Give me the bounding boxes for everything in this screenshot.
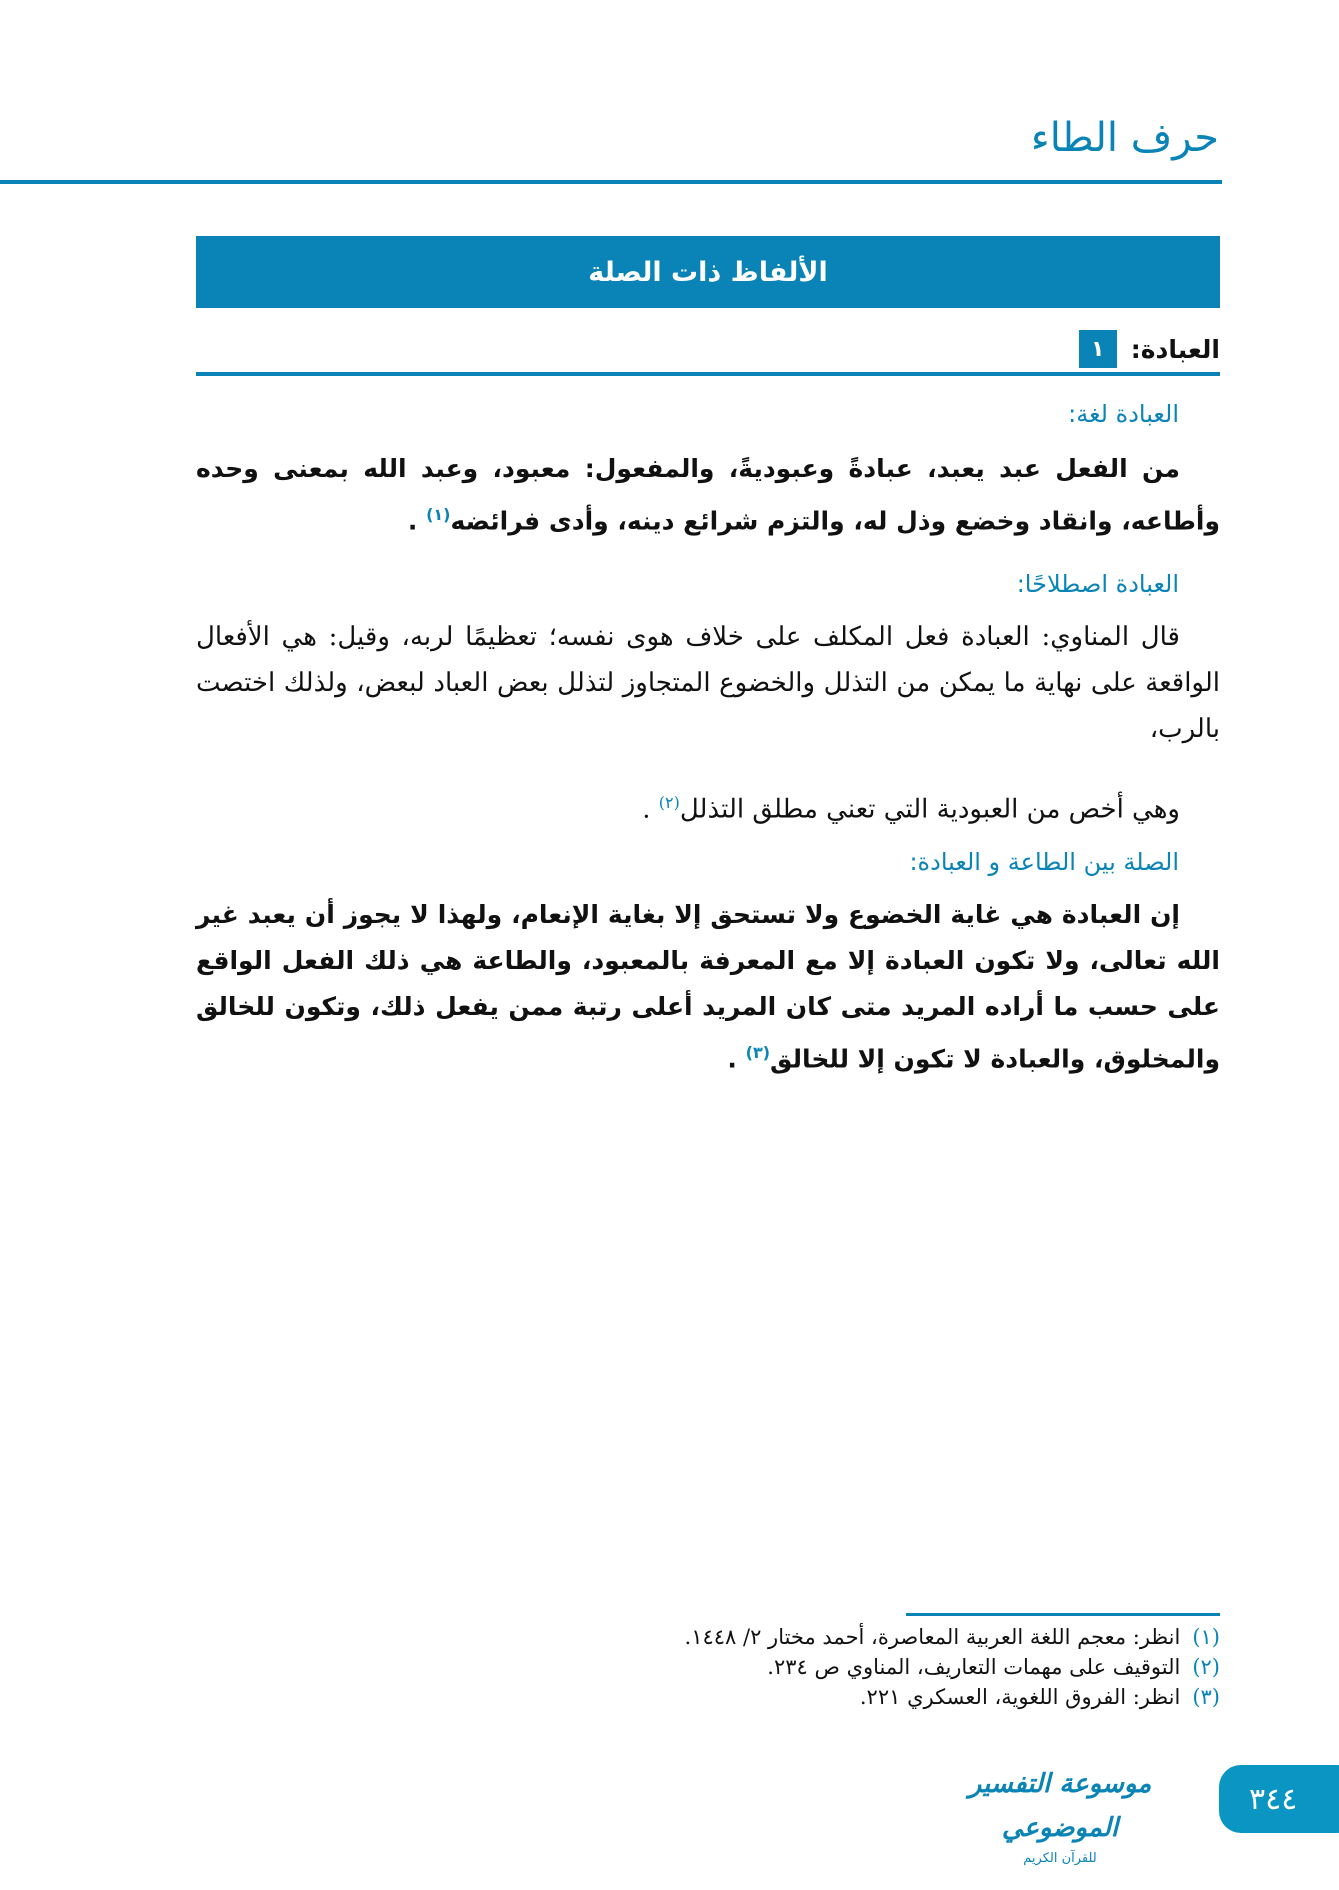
section-banner — [196, 236, 1220, 308]
paragraph-linguistic-text: من الفعل عبد يعبد، عبادةً وعبوديةً، والمفعول: معبود، وعبد الله بمعنى وحده وأطاعه، وانقاد وخضع وذل له، والتزم شرائع دينه، وأدى فرائضه — [196, 454, 1220, 536]
term-heading — [1079, 330, 1220, 368]
paragraph-relation — [196, 892, 1220, 1082]
footnote-text: انظر: معجم اللغة العربية المعاصرة، أحمد مختار ٢/ ١٤٤٨. — [684, 1625, 1181, 1649]
footnote-3 — [685, 1682, 1220, 1712]
footnote-text: انظر: الفروق اللغوية، العسكري ٢٢١. — [859, 1685, 1181, 1709]
paragraph-linguistic — [196, 446, 1220, 544]
footnotes — [685, 1622, 1220, 1712]
section-banner-title: الألفاظ ذات الصلة — [588, 256, 828, 288]
term-divider — [196, 372, 1220, 376]
term-number-badge: ١ — [1079, 330, 1117, 368]
page-number — [1219, 1765, 1339, 1833]
footnote-mark: (٢) — [1192, 1655, 1220, 1679]
term-label: العبادة: — [1130, 334, 1220, 364]
footnote-ref-1[interactable]: (١) — [426, 505, 451, 524]
subheading-relation: الصلة بين الطاعة و العبادة: — [909, 848, 1179, 876]
paragraph-technical — [196, 614, 1220, 752]
page-number-text: ٣٤٤ — [1249, 1781, 1298, 1817]
paragraph-technical-2 — [196, 780, 1220, 833]
sentence-end: . — [407, 506, 418, 536]
footnote-mark: (٣) — [1192, 1685, 1220, 1709]
encyclopedia-logo — [935, 1762, 1185, 1866]
footnote-ref-2[interactable]: (٢) — [658, 793, 680, 812]
subheading-linguistic: العبادة لغة: — [1068, 400, 1179, 428]
logo-title: موسوعة التفسير الموضوعي — [968, 1769, 1152, 1843]
paragraph-technical-text-2: وهي أخص من العبودية التي تعني مطلق التذلل — [679, 794, 1180, 825]
footnote-mark: (١) — [1192, 1625, 1220, 1649]
footnote-2 — [685, 1652, 1220, 1682]
logo-subtitle: للقرآن الكريم — [1023, 1851, 1097, 1866]
footnote-ref-3[interactable]: (٣) — [745, 1043, 771, 1062]
header-divider — [0, 180, 1222, 184]
footnote-1 — [685, 1622, 1220, 1652]
sentence-end: . — [727, 1044, 737, 1074]
footnote-text: التوقيف على مهمات التعاريف، المناوي ص ٢٣٤. — [767, 1655, 1181, 1679]
paragraph-technical-text-1: قال المناوي: العبادة فعل المكلف على خلاف هوى نفسه؛ تعظيمًا لربه، وقيل: هي الأفعال الواقعة على نهاية ما يمكن من التذلل والخضوع المتجاوز لتذلل بعض العباد لبعض، ولذلك اختصت بالرب، — [196, 622, 1220, 744]
sentence-end: . — [642, 794, 651, 825]
paragraph-relation-text: إن العبادة هي غاية الخضوع ولا تستحق إلا بغاية الإنعام، ولهذا لا يجوز أن يعبد غير الله تعالى، ولا تكون العبادة إلا مع المعرفة بالمعبود، والطاعة هي ذلك الفعل الواقع على حسب ما أراده المريد متى كان المريد أعلى رتبة ممن يفعل ذلك، وتكون للخالق والمخلوق، والعبادة لا تكون إلا للخالق — [196, 900, 1220, 1074]
chapter-title: حرف الطاء — [1030, 115, 1219, 161]
subheading-technical: العبادة اصطلاحًا: — [1016, 570, 1179, 598]
footnote-divider — [906, 1613, 1220, 1616]
